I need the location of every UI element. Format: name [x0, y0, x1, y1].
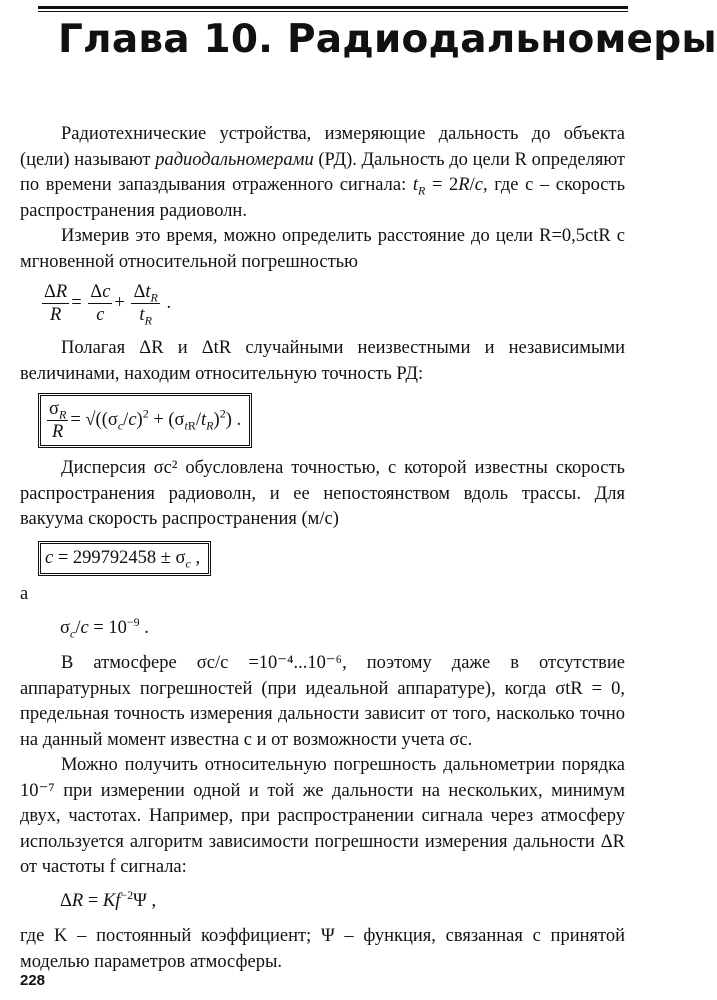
top-rule-thin: [38, 11, 628, 12]
formula-delta-r: $\Delta R = Kf^{-2}\Psi$ ,: [60, 887, 157, 911]
term-radiorangefinders: радиодальномерами: [155, 149, 314, 170]
chapter-title: Глава 10. Радиодальномеры: [58, 17, 717, 62]
formula-delay: $t_R = 2R/c$: [412, 175, 483, 198]
paragraph-dispersion: Дисперсия σc² обусловлена точностью, с которой известны скорость распространения радиоволн, и ее непостоянством вдоль трассы. Для вакуума скорость распространения (м/с): [20, 458, 625, 529]
paragraph-intro-tail: , где c – скорость распространения радиоволн.: [20, 175, 626, 221]
paragraph-measure: Измерив это время, можно определить расстояние до цели R=0,5ctR с мгновенной относительной погрешностью: [20, 226, 625, 272]
paragraph-intro: [20, 122, 625, 224]
paragraph-coefficient: где K – постоянный коэффициент; Ψ – функция, связанная с принятой моделью параметров атмосферы.: [20, 926, 625, 972]
formula-relative-error: $\frac{\Delta R}{R}$ = $\frac{\Delta c}{c}$ + $\frac{\Delta t_R}{t_R}$ .: [44, 282, 172, 328]
formula-ratio: $\sigma_c/c = 10^{-9}$ .: [60, 614, 149, 641]
formula-speed-of-light: $c = 299792458 \pm \sigma_c$ ,: [38, 541, 625, 577]
top-rule: [38, 6, 628, 9]
page-body: [20, 122, 625, 975]
paragraph-atmosphere: В атмосфере σc/c =10⁻⁴...10⁻⁶, поэтому даже в отсутствие аппаратурных погрешностей (при идеальной аппаратуре), когда σtR = 0, предельная точность измерения дальности зависит от того, насколько точно на данный момент известна c и от возможности учета σc.: [20, 653, 625, 750]
formula-accuracy: $\frac{\sigma_R}{R}$ = $√((\sigma_c/c)^2 + (\sigma_{tR}/t_R)^2)$ .: [38, 393, 625, 448]
paragraph-intro-start: Радиотехнические устройства, измеряющие дальность до объекта (цели) называют: [20, 124, 625, 170]
paragraph-intro-end: (РД). Дальность до цели R определяют по времени запаздывания отраженного сигнала:: [20, 149, 625, 195]
conjunction-a: а: [20, 584, 29, 604]
page-number: 228: [20, 972, 46, 989]
paragraph-multifrequency: Можно получить относительную погрешность дальнометрии порядка 10⁻⁷ при измерении одной и той же дальности на нескольких, минимум двух, частотах. Например, при распространении сигнала через атмосферу используется алгоритм зависимости погрешности измерения дальности ΔR от частоты f сигнала:: [20, 755, 625, 877]
paragraph-assume: Полагая ΔR и ΔtR случайными неизвестными и независимыми величинами, находим относительную точность РД:: [20, 338, 625, 384]
